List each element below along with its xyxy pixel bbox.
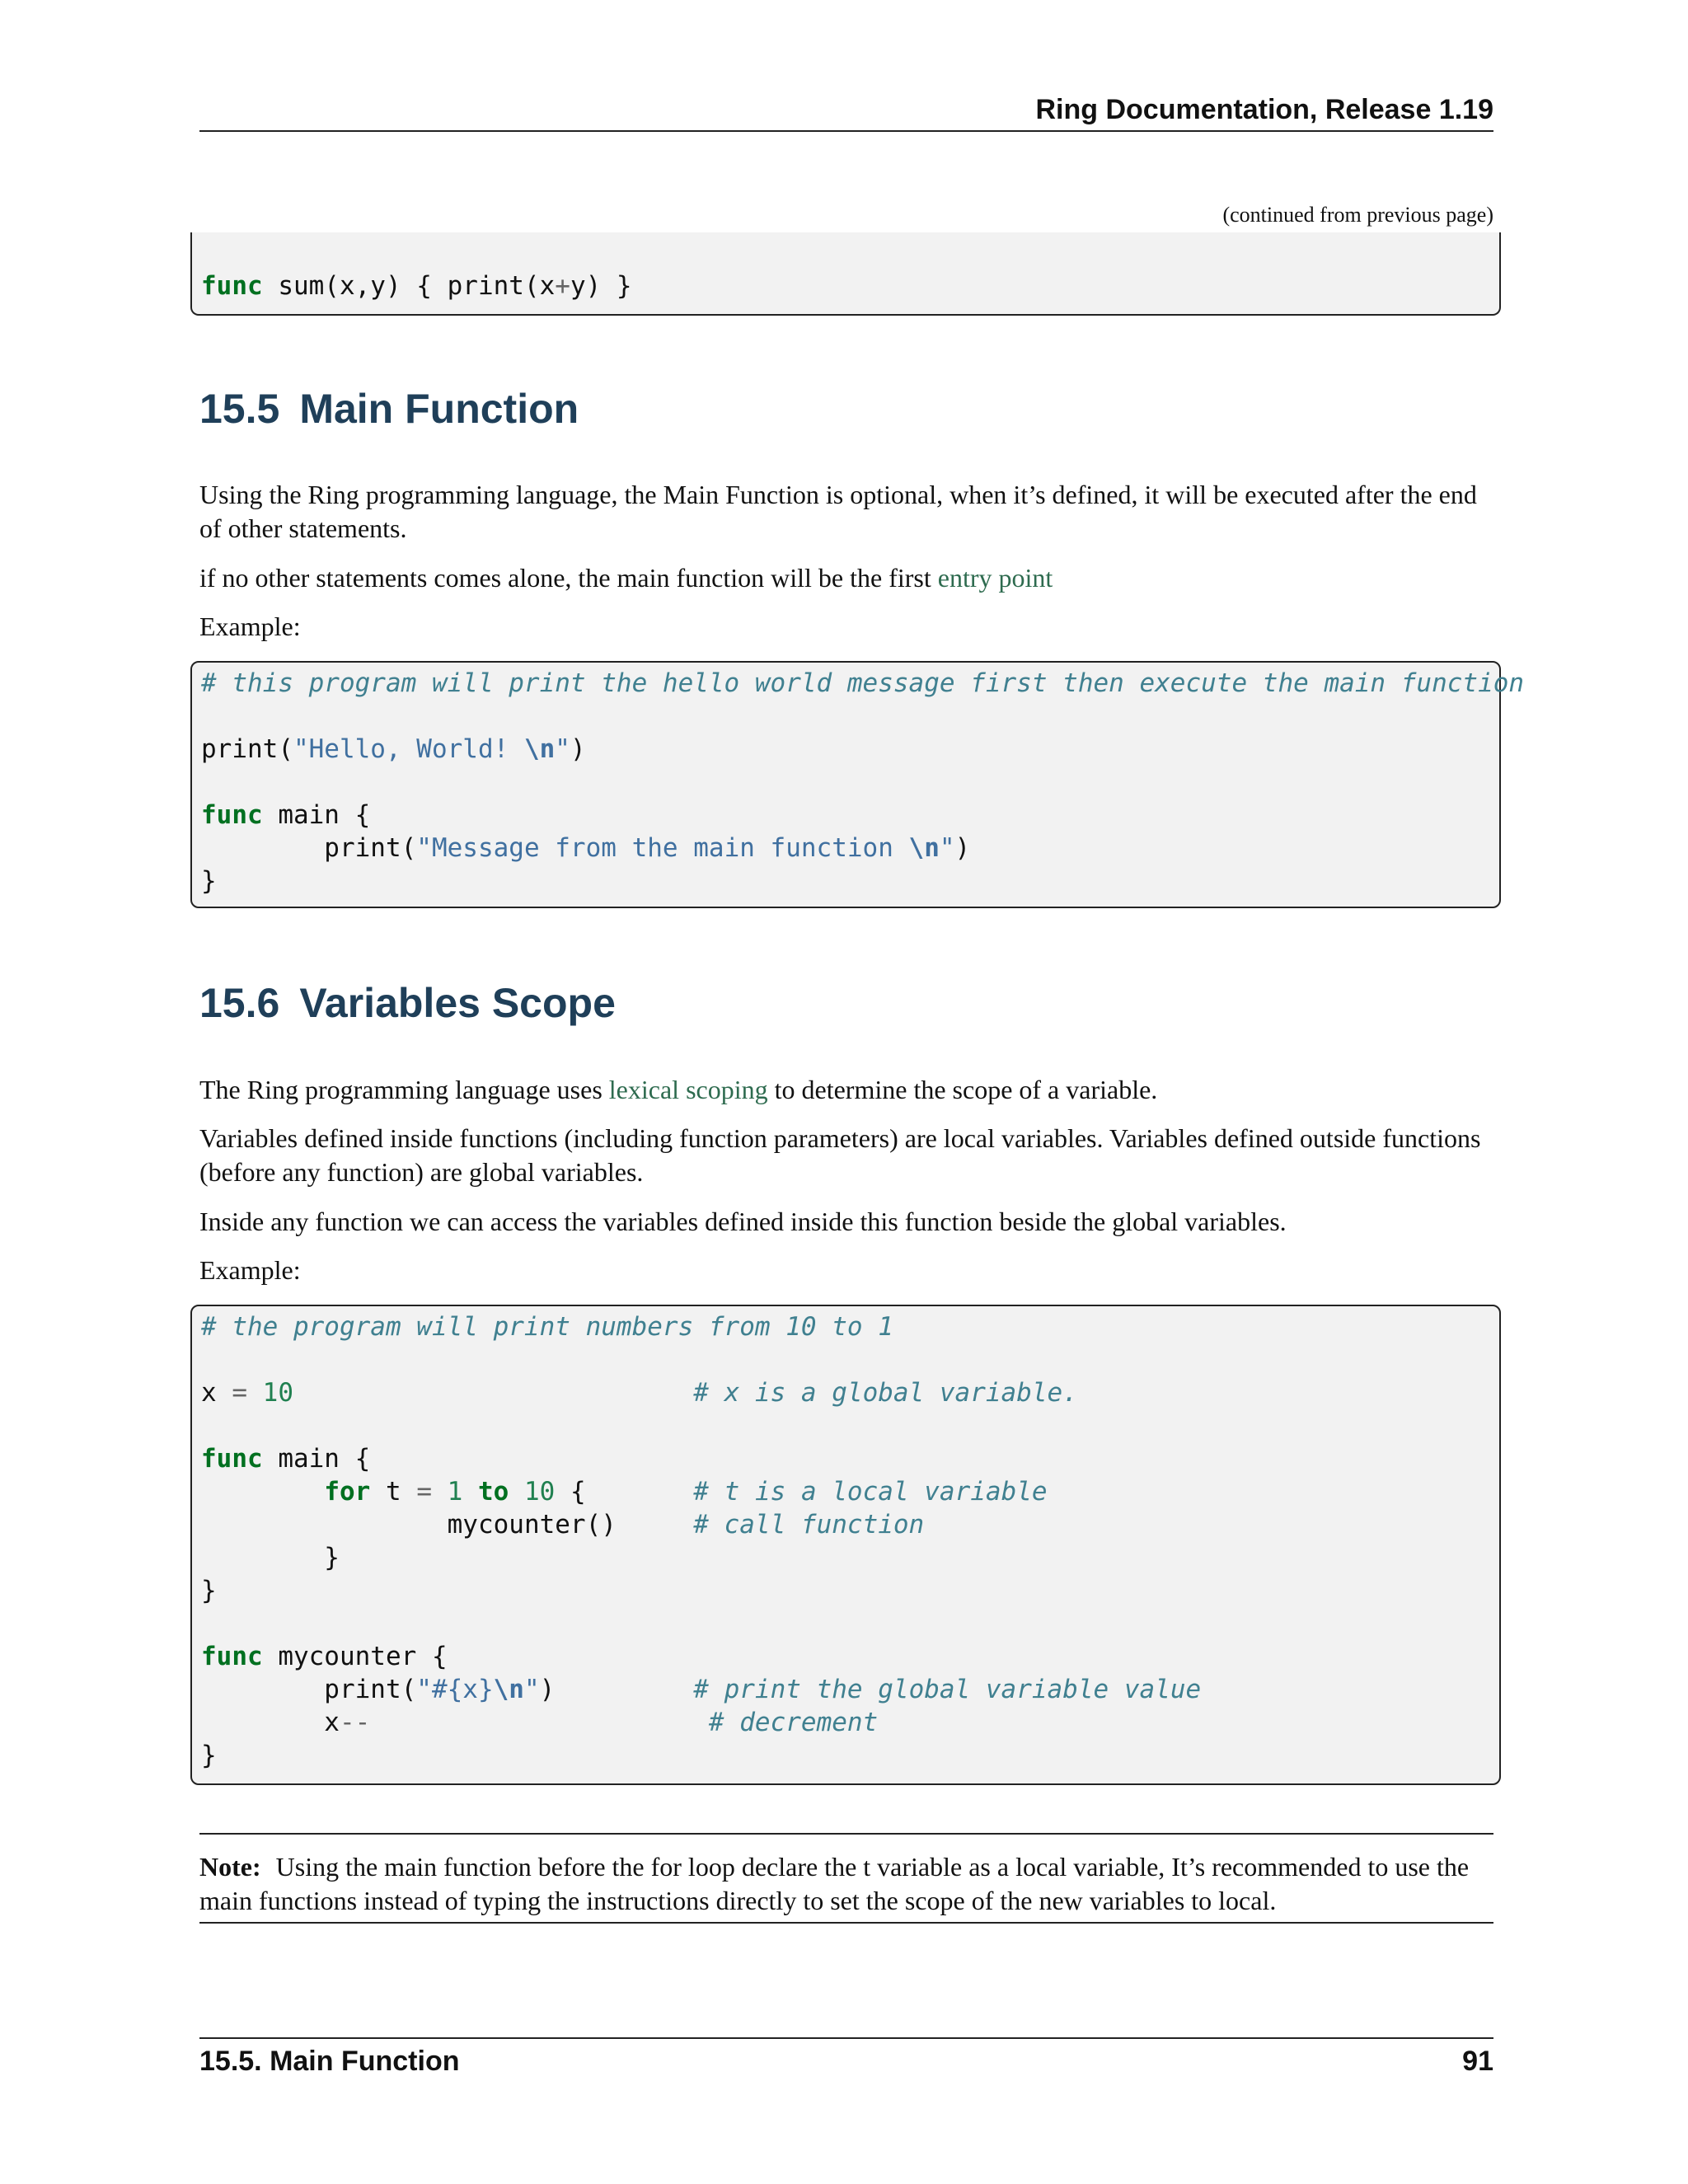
note-box xyxy=(199,1833,1493,1924)
code-line: func main { xyxy=(201,1444,371,1474)
code-line: x = 10 # x is a global variable. xyxy=(201,1378,1078,1408)
code-block-main-function xyxy=(190,661,1525,908)
paragraph: if no other statements comes alone, the main function will be the first entry point xyxy=(199,563,1053,593)
paragraph: The Ring programming language uses lexical scoping to determine the scope of a variable. xyxy=(199,1075,1158,1104)
code-line: x-- # decrement xyxy=(201,1708,879,1737)
paragraph-example-label: Example: xyxy=(199,612,301,641)
code-comment: # the program will print numbers from 10 to 1 xyxy=(201,1312,893,1342)
code-line: for t = 1 to 10 { # t is a local variable xyxy=(324,1477,1048,1507)
code-line: func mycounter { xyxy=(201,1642,448,1671)
document-page xyxy=(199,0,1525,2184)
code-block-continued xyxy=(190,232,1501,316)
section-heading-variables-scope: 15.6 Variables Scope xyxy=(199,980,616,1026)
code-line: mycounter() # call function xyxy=(447,1510,925,1540)
note-label: Note: xyxy=(199,1852,261,1882)
code-line: print("Message from the main function \n") xyxy=(201,833,971,863)
continued-note: (continued from previous page) xyxy=(1222,203,1493,227)
code-line: } xyxy=(201,1741,217,1770)
code-line: } xyxy=(201,1576,217,1605)
code-line: } xyxy=(201,1543,340,1572)
code-comment: # this program will print the hello world message first then execute the main function xyxy=(201,668,1525,698)
lexical-scoping-link[interactable]: lexical scoping xyxy=(608,1075,768,1104)
header-title: Ring Documentation, Release 1.19 xyxy=(1035,94,1493,125)
code-line: print("#{x}\n") # print the global variable value xyxy=(201,1675,1202,1704)
page-number: 91 xyxy=(1462,2046,1493,2077)
section-heading-main-function: 15.5 Main Function xyxy=(199,386,579,432)
page-footer xyxy=(199,2037,1493,2088)
code-line: print("Hello, World! \n") xyxy=(201,734,586,764)
entry-point-link[interactable]: entry point xyxy=(937,563,1053,593)
paragraph: Using the Ring programming language, the Main Function is optional, when it’s defined, it will be executed after the end of other statements. xyxy=(199,480,1477,543)
code-line: func sum(x,y) { print(x+y) } xyxy=(201,271,632,301)
footer-section-title: 15.5. Main Function xyxy=(199,2046,460,2077)
paragraph: Variables defined inside functions (including function parameters) are local variables. Variables defined outside functions (before any function) are global variables. xyxy=(199,1123,1481,1187)
page-header xyxy=(199,89,1493,132)
code-line: } xyxy=(201,866,217,896)
note-text: Using the main function before the for loop declare the t variable as a local variable, It’s recommended to use the main functions instead of typing the instructions directly to set the scope of the new variables to local. xyxy=(199,1852,1470,1915)
code-block-variables-scope xyxy=(190,1305,1501,1785)
paragraph: Inside any function we can access the variables defined inside this function beside the global variables. xyxy=(199,1207,1287,1236)
code-line: func main { xyxy=(201,800,371,830)
paragraph-example-label: Example: xyxy=(199,1255,301,1285)
